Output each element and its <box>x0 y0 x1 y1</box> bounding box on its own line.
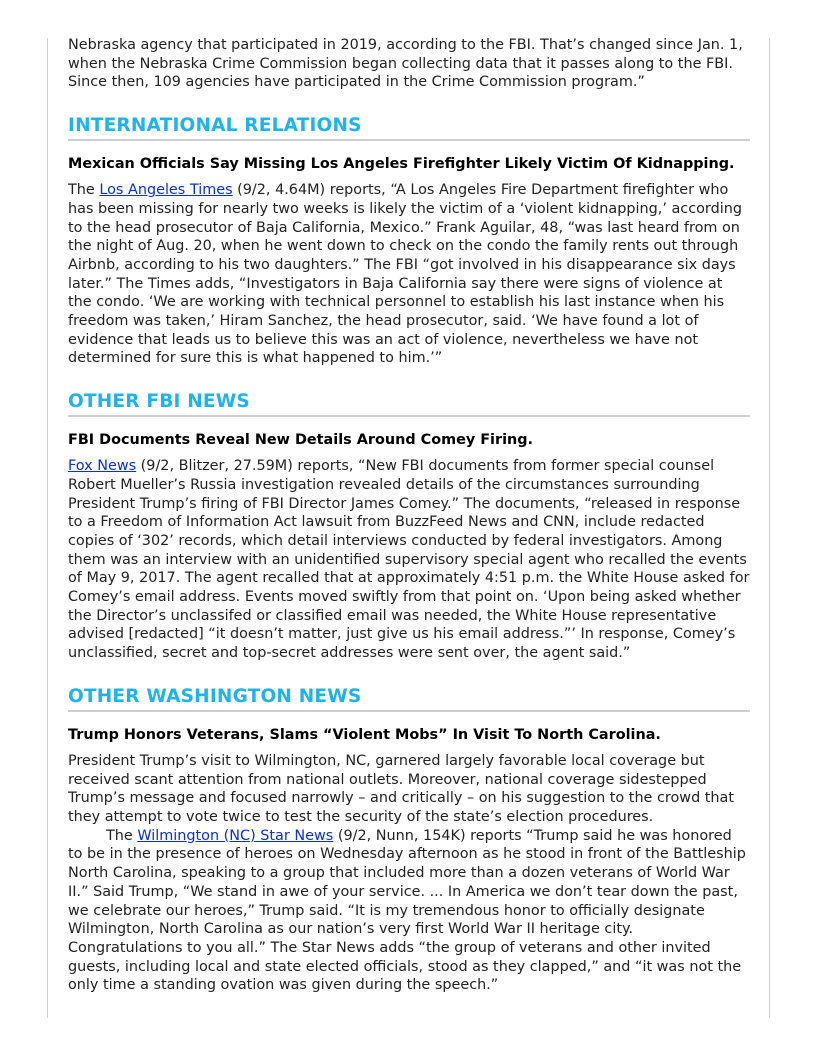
article-headline-comey: FBI Documents Reveal New Details Around Comey Firing. <box>68 432 534 449</box>
article-body-trump-veterans-2 <box>68 827 750 995</box>
intro-paragraph: Nebraska agency that participated in 2019, according to the FBI. That’s changed since Jan. 1, when the Nebraska Crime Commission began collecting data that it passes along to the FBI. Since then, 109 agencies have participated in the Crime Commission program.” <box>68 37 743 91</box>
source-link-wilmington-star-news[interactable]: Wilmington (NC) Star News <box>137 827 334 844</box>
body-text: The <box>106 827 138 844</box>
source-link-los-angeles-times[interactable]: Los Angeles Times <box>99 182 233 199</box>
source-link-fox-news[interactable]: Fox News <box>68 458 137 475</box>
body-text: (9/2, 4.64M) reports, “A Los Angeles Fire Department firefighter who has been missing for nearly two weeks is likely the victim of a ‘violent kidnapping,’ according to the head prosecutor of Baja California, Mexico.” Frank Aguilar, 48, “was last heard from on the night of Aug. 20, when he went down to check on the condo the family rents out through Airbnb, according to his two daughters.” The FBI “got involved in his disappearance six days later.” The Times adds, “Investigators in Baja California say there were signs of violence at the condo. ‘We are working with technical personnel to establish his last instance when his freedom was taken,’ Hiram Sanchez, the head prosecutor, said. ‘We have found a lot of evidence that leads us to believe this was an act of violence, nevertheless we have not determined for sure this is what happened to him.’” <box>68 182 742 367</box>
article-body-comey <box>68 457 750 663</box>
section-title-other-fbi-news: OTHER FBI NEWS <box>68 390 750 417</box>
section-title-international-relations: INTERNATIONAL RELATIONS <box>68 114 750 141</box>
newsletter-content <box>68 36 750 995</box>
article-body-trump-veterans-1: President Trump’s visit to Wilmington, NC, garnered largely favorable local coverage but received scant attention from national outlets. Moreover, national coverage sidestepped Trump’s message and focused narrowly – and critically – on his suggestion to the crowd that they attempt to vote twice to test the security of the state’s election procedures. <box>68 752 735 825</box>
article-headline-firefighter: Mexican Officials Say Missing Los Angeles Firefighter Likely Victim Of Kidnapping. <box>68 156 735 173</box>
section-title-other-washington-news: OTHER WASHINGTON NEWS <box>68 685 750 712</box>
body-text: (9/2, Blitzer, 27.59M) reports, “New FBI documents from former special counsel Robert Mueller’s Russia investigation revealed details of the circumstances surrounding President Trump’s firing of FBI Director James Comey.” The documents, “released in response to a Freedom of Information Act lawsuit from BuzzFeed News and CNN, include redacted copies of ‘302’ records, which detail interviews conducted by federal investigators. Among them was an interview with an unidentified supervisory special agent who recalled the events of May 9, 2017. The agent recalled that at approximately 4:51 p.m. the White House asked for Comey’s email address. Events moved swiftly from that point on. ‘Upon being asked whether the Director’s unclassifed or classified email was needed, the White House representative advised [redacted] “it doesn’t matter, just give us his email address.”’ In response, Comey’s unclassified, secret and top-secret addresses were sent over, the agent said.” <box>68 458 750 662</box>
body-text: (9/2, Nunn, 154K) reports “Trump said he was honored to be in the presence of heroes on Wednesday afternoon as he stood in front of the Battleship North Carolina, speaking to a group that included more than a dozen veterans of World War II.” Said Trump, “We stand in awe of your service. ... In America we don’t tear down the past, we celebrate our heroes,” Trump said. “It is my tremendous honor to officially designate Wilmington, North Carolina as our nation’s very first World War II heritage city. Congratulations to you all.” The Star News adds “the group of veterans and other invited guests, including local and state elected officials, stood as they clapped,” and “it was not the only time a standing ovation was given during the speech.” <box>68 827 746 994</box>
article-body-firefighter <box>68 181 750 368</box>
body-text: The <box>68 182 100 199</box>
article-headline-trump-veterans: Trump Honors Veterans, Slams “Violent Mobs” In Visit To North Carolina. <box>68 726 661 743</box>
